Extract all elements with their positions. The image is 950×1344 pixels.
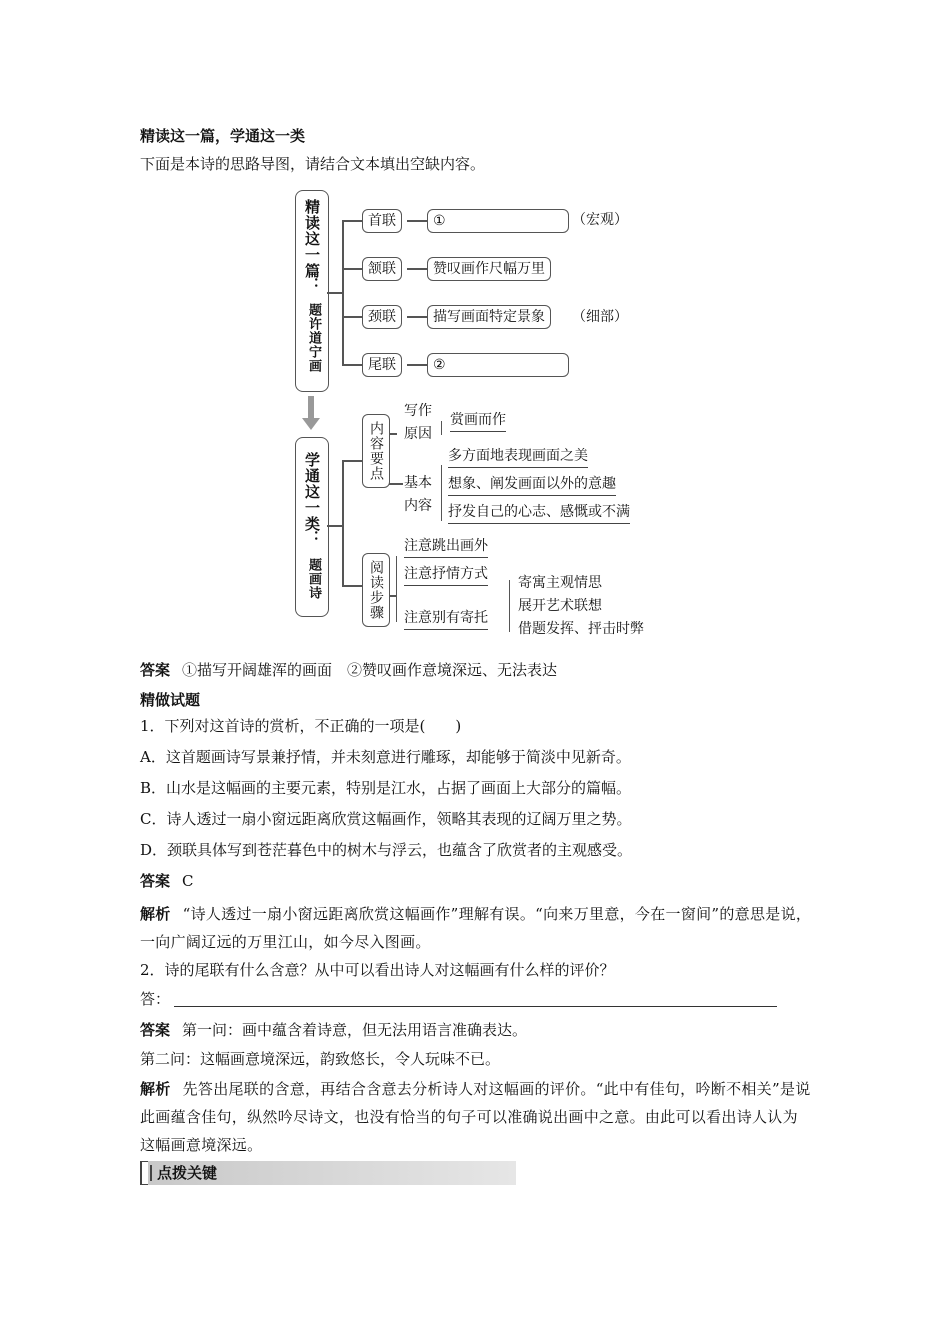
bottom-title: 学通这一类 [303,452,321,532]
step-3: 注意别有寄托 [404,608,488,630]
basic-item-1: 多方面地表现画面之美 [448,446,588,468]
basic-item-2: 想象、阐发画面以外的意趣 [448,474,616,496]
basic-item-3: 抒发自己的心志、感慨或不满 [448,502,630,524]
label-weilian: 尾联 [362,353,402,377]
q2-analysis-text: 先答出尾联的含意，再结合含意去分析诗人对这幅画的评价。“此中有佳句，吟断不相关”是说此画蕴含佳句，纵然吟尽诗文，也没有恰当的句子可以准确说出画中之意。由此可以看出诗人认为这幅画意境深远。 [140,1080,811,1154]
basic-label-2: 内容 [404,498,432,514]
section-heading-practice: 精做试题 [140,691,201,709]
q1-stem: 1．下列对这首诗的赏析，不正确的一项是( ) [140,717,462,735]
content-blank-2: ② [427,353,569,377]
q1-analysis-text: “诗人透过一扇小窗远距离欣赏这幅画作”理解有误。“向来万里意，今在一窗间”的意思是说，一向广阔辽远的万里江山，如今尽入图画。 [140,905,812,951]
q2-stem: 2．诗的尾联有什么含意？从中可以看出诗人对这幅画有什么样的评价？ [140,961,615,979]
q2-answer [140,1018,812,1043]
reading-steps-box: 阅读步骤 [362,553,390,627]
section-marker-icon [144,1165,152,1181]
bottom-colon: ： [303,530,321,546]
q2-answer-line1: 第一问：画中蕴含着诗意，但无法用语言准确表达。 [182,1021,528,1039]
content-blank-1: ① [427,209,569,233]
answer-diagram [140,658,812,683]
q1-analysis [140,900,812,956]
answer-blank-line [174,1006,777,1007]
q2-blank-label: 答： [140,990,171,1008]
q1-option-d: D．颈联具体写到苍茫暮色中的树木与浮云，也蕴含了欣赏者的主观感受。 [140,841,633,859]
top-colon: ： [303,277,321,293]
reason-text: 赏画而作 [450,410,506,432]
q1-option-c: C．诗人透过一扇小窗远距离欣赏这幅画作，领略其表现的辽阔万里之势。 [140,810,632,828]
q2-answer-blank [140,989,780,1009]
reason-label-2: 原因 [404,426,432,442]
note-detail: （细部） [572,309,628,325]
section-heading-read: 精读这一篇，学通这一类 [140,127,306,145]
sub-item-3: 借题发挥、抨击时弊 [518,621,644,637]
q2-answer-label: 答案 [140,1021,171,1039]
sub-item-1: 寄寓主观情思 [518,575,602,591]
content-jinglian: 描写画面特定景象 [427,305,551,329]
content-points-box: 内容要点 [362,414,390,488]
answer-text: ①描写开阔雄浑的画面 ②赞叹画作意境深远、无法表达 [182,661,558,679]
label-shoulian: 首联 [362,209,402,233]
label-hanlian: 颔联 [362,257,402,281]
answer-label: 答案 [140,661,171,679]
bottom-pill [295,437,329,617]
q1-analysis-label: 解析 [140,905,171,923]
intro-text: 下面是本诗的思路导图，请结合文本填出空缺内容。 [140,155,486,173]
q1-answer-value: C [182,872,194,890]
top-title: 精读这一篇 [303,199,321,279]
section-heading-key: 点拨关键 [157,1164,218,1182]
top-pill [295,190,329,392]
top-subtitle: 题许道宁画 [306,303,321,373]
q2-analysis-label: 解析 [140,1080,171,1098]
step-1: 注意跳出画外 [404,536,488,558]
content-hanlian: 赞叹画作尺幅万里 [427,257,551,281]
section-bar-key-points [140,1161,516,1185]
q1-option-b: B．山水是这幅画的主要元素，特别是江水，占据了画面上大部分的篇幅。 [140,779,632,797]
q1-option-a: A．这首题画诗写景兼抒情，并未刻意进行雕琢，却能够于简淡中见新奇。 [140,748,631,766]
q2-answer-line2: 第二问：这幅画意境深远，韵致悠长，令人玩味不已。 [140,1050,501,1068]
step-2: 注意抒情方式 [404,564,488,586]
q2-analysis [140,1075,812,1159]
basic-label-1: 基本 [404,475,432,491]
label-jinglian: 颈联 [362,305,402,329]
note-macro: （宏观） [572,212,628,228]
sub-item-2: 展开艺术联想 [518,598,602,614]
reason-label-1: 写作 [404,403,432,419]
bottom-subtitle: 题画诗 [306,558,321,600]
q1-answer-label: 答案 [140,872,171,890]
q1-answer [140,869,812,894]
